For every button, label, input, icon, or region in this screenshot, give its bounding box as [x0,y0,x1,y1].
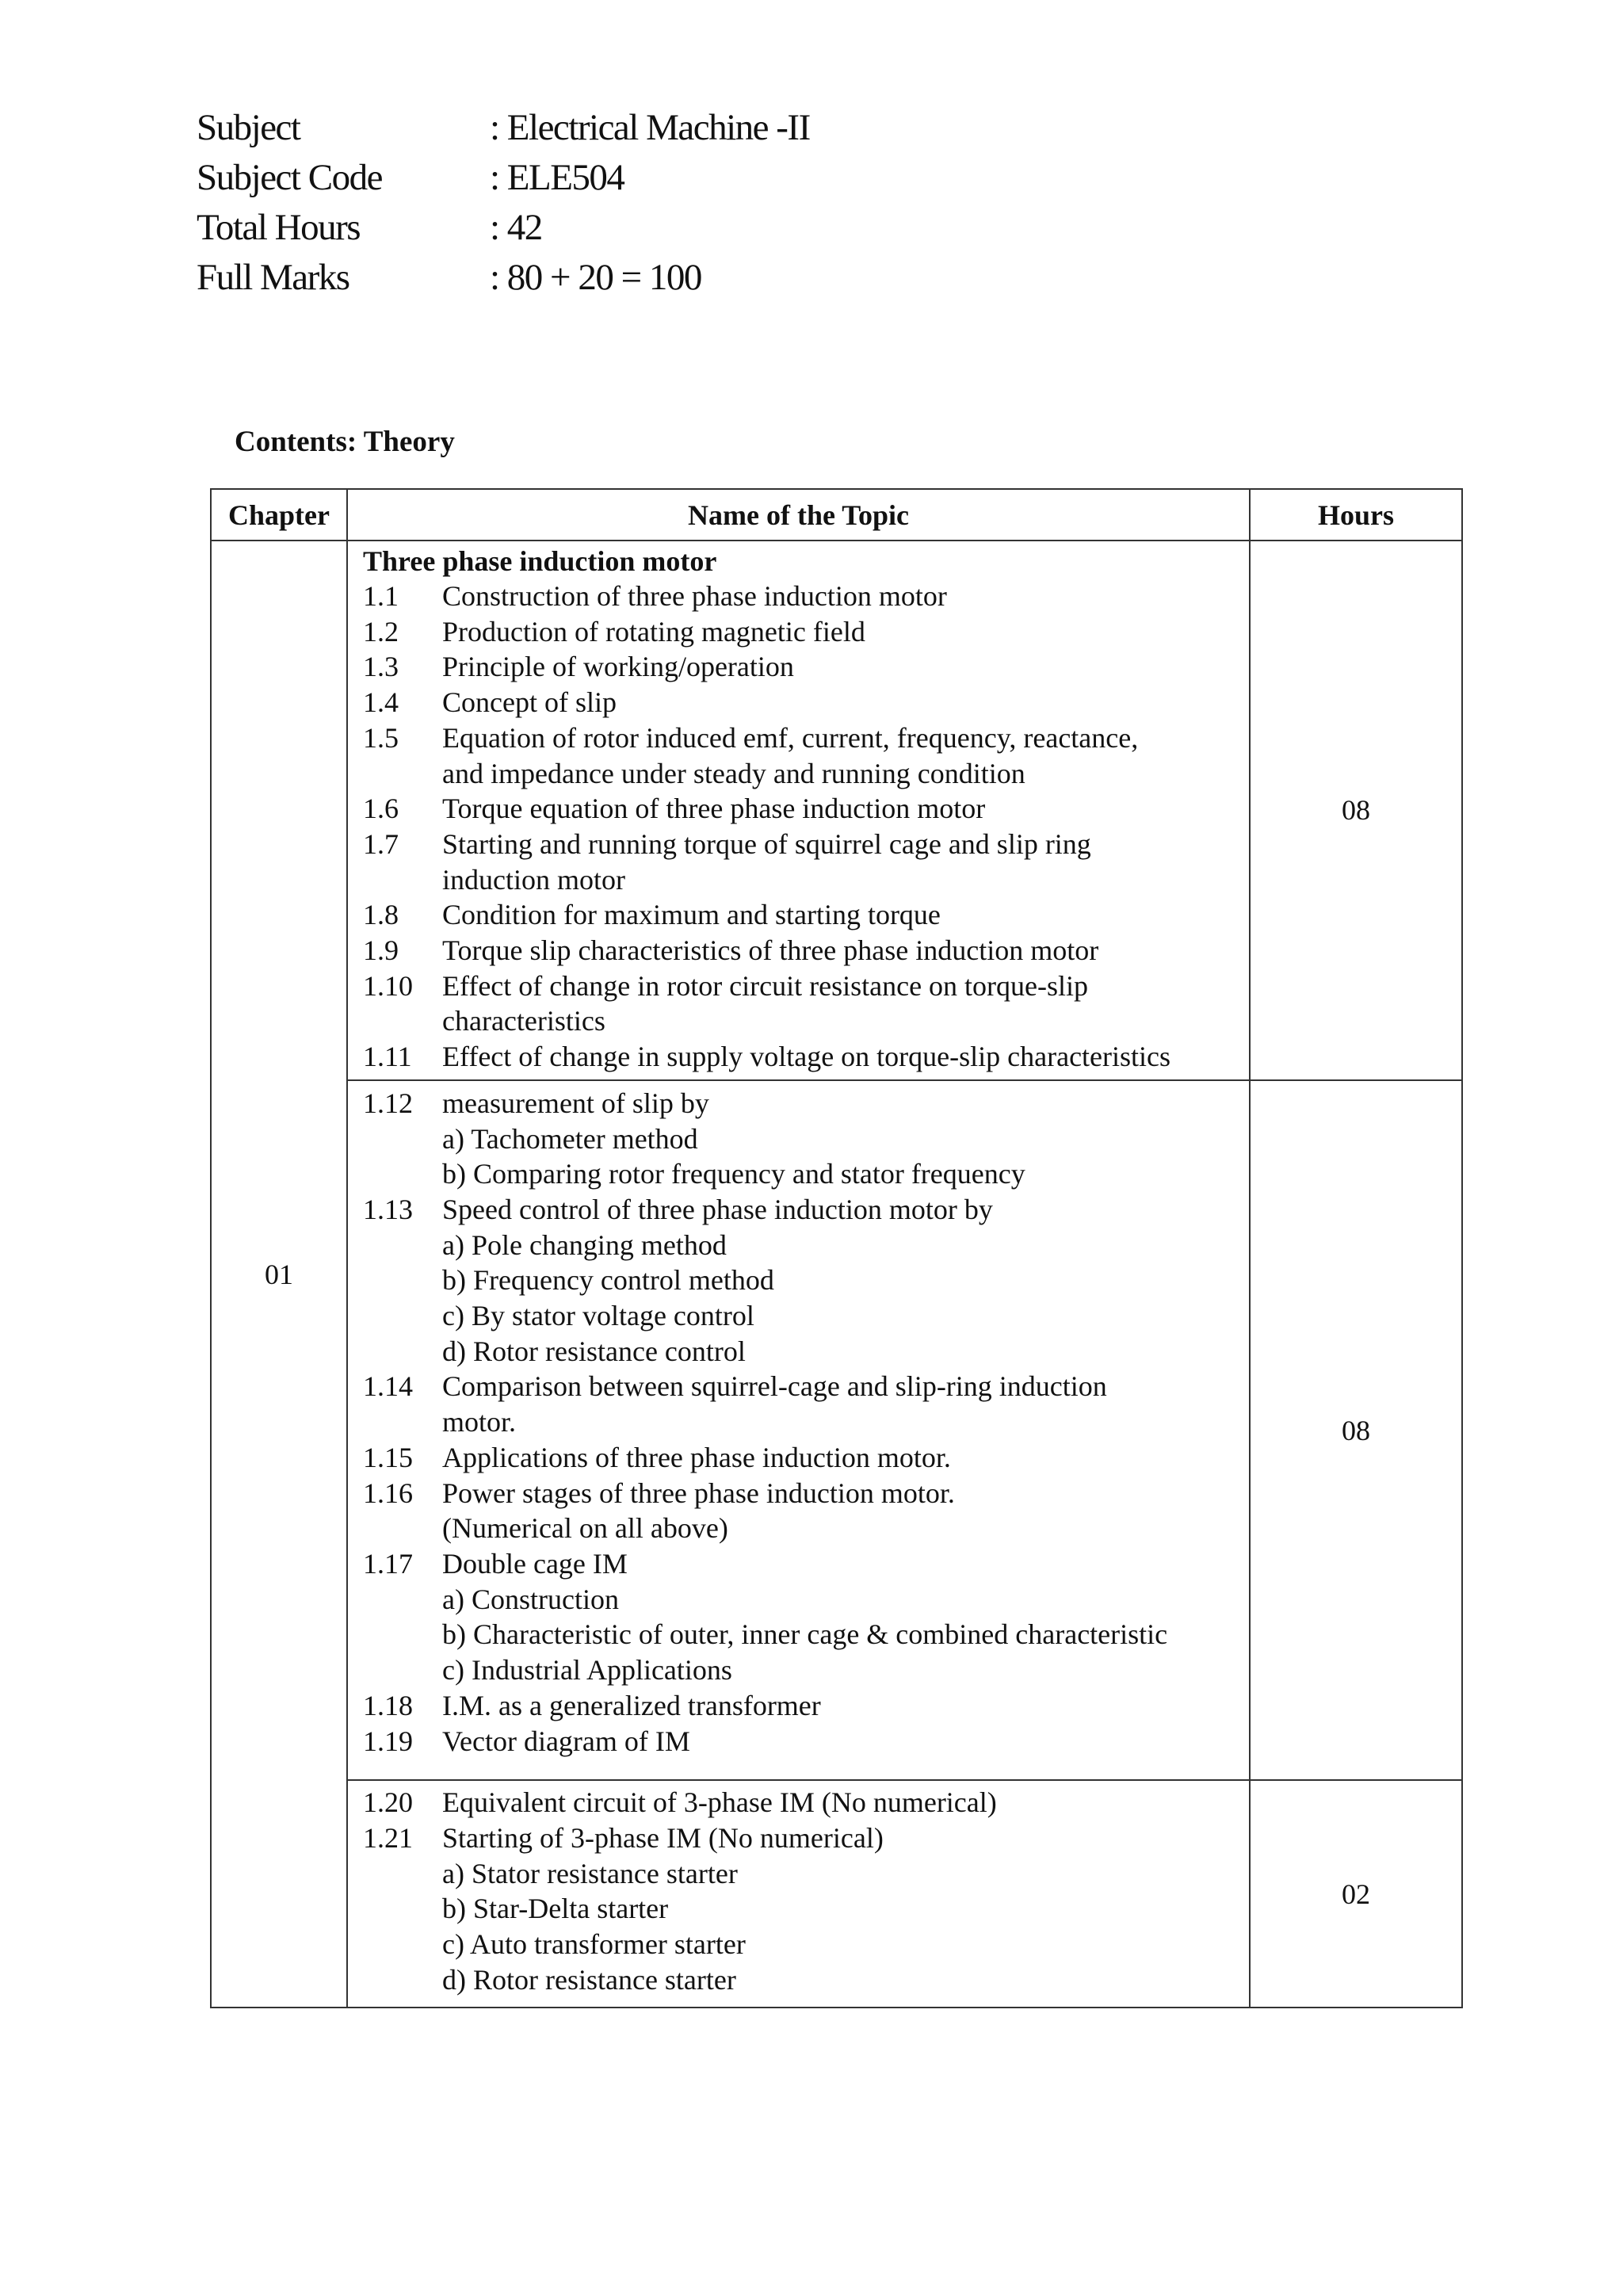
topic-line [363,1927,1249,1962]
topic-line [363,649,1249,685]
topic-number: 1.12 [363,1087,413,1119]
topic-text: Effect of change in supply voltage on torque-slip characteristics [442,1041,1171,1073]
subject-info [197,103,810,303]
topic-text: Condition for maximum and starting torque [442,899,941,931]
topic-text: Equivalent circuit of 3-phase IM (No numerical) [442,1786,997,1819]
topic-number: 1.4 [363,686,399,719]
topic-text: a) Stator resistance starter [442,1857,738,1889]
topic-number: 1.11 [363,1041,412,1073]
topic-text: b) Frequency control method [442,1264,774,1297]
topic-text: a) Tachometer method [442,1122,698,1155]
topic-line [363,1404,1249,1440]
column-header-hours: Hours [1250,489,1462,541]
topic-text: measurement of slip by [442,1087,709,1119]
topic-text: c) Industrial Applications [442,1654,732,1687]
topic-line [363,1724,1249,1759]
topic-line [363,1511,1249,1546]
topic-line [363,1298,1249,1334]
subject-label: Subject [197,107,300,148]
topic-text: and impedance under steady and running condition [442,757,1025,789]
topic-text: b) Characteristic of outer, inner cage & combined characteristic [442,1618,1168,1651]
topic-text: Equation of rotor induced emf, current, frequency, reactance, [442,721,1139,754]
topic-number: 1.8 [363,899,399,931]
topic-line [363,1617,1249,1652]
topic-line [363,933,1249,968]
topic-text: b) Star-Delta starter [442,1893,669,1925]
topic-number: 1.15 [363,1441,413,1473]
topic-text: characteristics [442,1005,605,1037]
topic-text: d) Rotor resistance starter [442,1963,736,1996]
topic-number: 1.18 [363,1689,413,1721]
topic-line [363,579,1249,614]
topic-line [363,1156,1249,1192]
topic-line [363,1086,1249,1121]
table-row [211,1780,1462,2008]
total-hours-label: Total Hours [197,207,361,248]
topic-text: a) Construction [442,1583,619,1615]
topic-number: 1.1 [363,580,399,612]
topic-text: b) Comparing rotor frequency and stator frequency [442,1158,1025,1190]
contents-heading: Contents: Theory [235,426,455,458]
topic-text: Principle of working/operation [442,651,794,683]
topic-line [363,1476,1249,1511]
topic-line [363,1962,1249,1998]
topic-text: Starting and running torque of squirrel cage and slip ring [442,827,1091,860]
topic-text: I.M. as a generalized transformer [442,1689,821,1721]
topic-number: 1.3 [363,651,399,683]
topic-line [363,1121,1249,1157]
topic-text: Production of rotating magnetic field [442,615,865,648]
full-marks-label: Full Marks [197,257,349,298]
total-hours-row [197,203,810,253]
total-hours-value: : 42 [490,207,542,248]
topic-line [363,1785,1249,1820]
table-row [211,541,1462,1080]
topic-line [363,1369,1249,1404]
column-header-topic: Name of the Topic [347,489,1250,541]
chapter-number: 01 [211,541,347,2008]
topic-number: 1.19 [363,1725,413,1757]
subject-code-label: Subject Code [197,157,382,198]
topic-text: d) Rotor resistance control [442,1335,746,1367]
topic-line [363,968,1249,1004]
subject-row [197,103,810,153]
topic-text: Applications of three phase induction motor. [442,1441,951,1473]
topic-text: Construction of three phase induction motor [442,580,947,612]
topic-text: Comparison between squirrel-cage and slip-ring induction [442,1370,1107,1403]
topic-line [363,1582,1249,1618]
topic-line [363,1820,1249,1856]
topic-number: 1.9 [363,934,399,967]
topic-cell [347,1080,1250,1780]
topic-number: 1.7 [363,827,399,860]
topic-text: Effect of change in rotor circuit resistance on torque-slip [442,969,1089,1002]
topic-number: 1.14 [363,1370,413,1403]
topic-text: a) Pole changing method [442,1228,727,1261]
topic-text: motor. [442,1406,517,1438]
topic-line [363,1228,1249,1263]
hours-cell: 02 [1250,1780,1462,2008]
topic-line [363,1192,1249,1228]
topic-number: 1.2 [363,615,399,648]
topic-line [363,1039,1249,1075]
full-marks-value: : 80 + 20 = 100 [490,257,701,298]
topic-text: Torque equation of three phase induction motor [442,793,986,825]
topic-cell [347,1780,1250,2008]
topic-line [363,1334,1249,1370]
topic-line [363,1263,1249,1298]
topic-line [363,791,1249,827]
topic-line [363,862,1249,898]
subject-code-row [197,153,810,203]
topic-line [363,1652,1249,1688]
subject-value: : Electrical Machine -II [490,107,810,148]
topic-text: (Numerical on all above) [442,1512,728,1545]
topic-number: 1.6 [363,793,399,825]
topic-heading: Three phase induction motor [363,545,717,577]
column-header-chapter: Chapter [211,489,347,541]
topic-number: 1.17 [363,1547,413,1580]
topic-number: 1.16 [363,1477,413,1509]
topic-text: induction motor [442,863,625,896]
topic-text: Vector diagram of IM [442,1725,690,1757]
topic-text: Concept of slip [442,686,617,719]
topic-line [363,1440,1249,1476]
hours-cell: 08 [1250,541,1462,1080]
topic-line [363,897,1249,933]
topic-line [363,1891,1249,1927]
topic-line [363,1856,1249,1892]
topic-text: Speed control of three phase induction motor by [442,1193,993,1225]
topic-text: Double cage IM [442,1547,628,1580]
topic-text: c) By stator voltage control [442,1300,754,1332]
topic-line [363,1688,1249,1724]
topic-number: 1.10 [363,969,413,1002]
topic-text: Torque slip characteristics of three phase induction motor [442,934,1099,967]
topic-number: 1.21 [363,1821,413,1854]
full-marks-row [197,253,810,303]
table-header-row [211,489,1462,541]
topic-line [363,614,1249,650]
syllabus-table [210,488,1463,2008]
topic-text: Power stages of three phase induction motor. [442,1477,955,1509]
topic-line [363,827,1249,862]
topic-line [363,1546,1249,1582]
topic-line [363,720,1249,756]
topic-text: c) Auto transformer starter [442,1928,746,1961]
topic-number: 1.13 [363,1193,413,1225]
topic-cell [347,541,1250,1080]
topic-number: 1.20 [363,1786,413,1819]
topic-text: Starting of 3-phase IM (No numerical) [442,1821,884,1854]
table-body [211,541,1462,2008]
subject-code-value: : ELE504 [490,157,624,198]
topic-number: 1.5 [363,721,399,754]
topic-line [363,1003,1249,1039]
topic-line [363,756,1249,792]
hours-cell: 08 [1250,1080,1462,1780]
topic-line [363,685,1249,720]
table-row [211,1080,1462,1780]
